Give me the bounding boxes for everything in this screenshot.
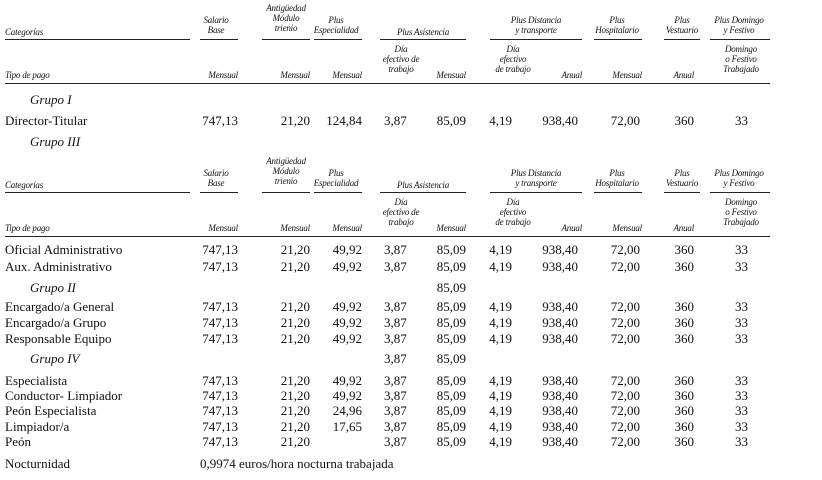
cell-plus-especialidad: 124,84	[326, 113, 362, 128]
cell-plus-hospitalario: 72,00	[610, 331, 640, 346]
cell-distancia-dia: 4,19	[489, 373, 512, 388]
cell-distancia-anual: 938,40	[542, 113, 578, 128]
header-mensual: Mensual	[280, 70, 310, 80]
cell-distancia-dia: 4,19	[489, 113, 512, 128]
header-mensual: Mensual	[332, 70, 362, 80]
cell-dia-efectivo: 3,87	[384, 434, 407, 449]
header-dia-efectivo-distancia: Día efectivo de trabajo	[495, 44, 531, 74]
header-plus-especialidad: Plus Especialidad	[313, 168, 359, 188]
group-label: Grupo I	[30, 92, 72, 107]
header-plus-vestuario: Plus Vestuario	[665, 168, 699, 188]
cell-category: Responsable Equipo	[5, 331, 112, 346]
cell-salario-base: 747,13	[202, 331, 238, 346]
cell-distancia-anual: 938,40	[542, 403, 578, 418]
cell-plus-especialidad: 49,92	[332, 373, 362, 388]
header-mensual: Mensual	[208, 223, 238, 233]
group-label: Grupo IV	[30, 351, 80, 366]
table-row	[0, 373, 822, 389]
header-dia-efectivo: Día efectivo de trabajo	[382, 44, 420, 74]
cell-distancia-dia: 4,19	[489, 434, 512, 449]
header-plus-asistencia: Plus Asistencia	[396, 27, 450, 37]
cell-category: Peón	[5, 434, 31, 449]
cell-salario-base: 747,13	[202, 259, 238, 274]
cell-plus-hospitalario: 72,00	[610, 113, 640, 128]
cell-distancia-anual: 938,40	[542, 259, 578, 274]
cell-category: Conductor- Limpiador	[5, 388, 123, 403]
cell-plus-domingo: 33	[735, 419, 748, 434]
cell-salario-base: 747,13	[202, 113, 238, 128]
group-label: Grupo III	[30, 134, 81, 149]
cell-distancia-anual: 938,40	[542, 331, 578, 346]
cell-distancia-dia: 4,19	[489, 315, 512, 330]
cell-plus-hospitalario: 72,00	[610, 299, 640, 314]
group-value: 85,09	[436, 280, 466, 295]
table-row	[0, 419, 822, 435]
cell-dia-efectivo: 3,87	[384, 388, 407, 403]
cell-plus-vestuario: 360	[674, 259, 694, 274]
header-mensual: Mensual	[436, 70, 466, 80]
cell-salario-base: 747,13	[202, 299, 238, 314]
header-plus-hospitalario: Plus Hospitalario	[595, 15, 639, 35]
cell-dia-efectivo: 3,87	[384, 315, 407, 330]
header-mensual: Mensual	[436, 223, 466, 233]
cell-plus-especialidad: 49,92	[332, 388, 362, 403]
footer-label: Nocturnidad	[5, 456, 70, 471]
cell-dia-efectivo: 3,87	[384, 242, 407, 257]
cell-plus-domingo: 33	[735, 331, 748, 346]
cell-plus-domingo: 33	[735, 434, 748, 449]
table-row	[0, 388, 822, 404]
cell-plus-domingo: 33	[735, 373, 748, 388]
cell-antiguedad: 21,20	[280, 113, 310, 128]
cell-plus-vestuario: 360	[674, 403, 694, 418]
cell-distancia-dia: 4,19	[489, 259, 512, 274]
cell-distancia-anual: 938,40	[542, 299, 578, 314]
cell-dia-efectivo: 3,87	[384, 299, 407, 314]
cell-antiguedad: 21,20	[280, 388, 310, 403]
table-row	[0, 259, 822, 275]
cell-antiguedad: 21,20	[280, 299, 310, 314]
cell-plus-especialidad: 17,65	[332, 419, 362, 434]
cell-dia-efectivo: 3,87	[384, 403, 407, 418]
header-tipo-pago: Tipo de pago	[5, 70, 50, 80]
cell-plus-vestuario: 360	[674, 419, 694, 434]
cell-distancia-dia: 4,19	[489, 403, 512, 418]
header-categorias: Categorías	[5, 27, 44, 37]
cell-plus-asistencia: 85,09	[436, 388, 466, 403]
header-plus-distancia: Plus Distancia y transporte	[510, 15, 562, 35]
cell-plus-vestuario: 360	[674, 434, 694, 449]
cell-dia-efectivo: 3,87	[384, 331, 407, 346]
group-value: 3,87	[384, 351, 407, 366]
cell-plus-vestuario: 360	[674, 388, 694, 403]
cell-dia-efectivo: 3,87	[384, 419, 407, 434]
cell-distancia-anual: 938,40	[542, 242, 578, 257]
cell-plus-especialidad: 49,92	[332, 259, 362, 274]
cell-distancia-anual: 938,40	[542, 315, 578, 330]
cell-plus-especialidad: 49,92	[332, 315, 362, 330]
cell-salario-base: 747,13	[202, 388, 238, 403]
cell-plus-hospitalario: 72,00	[610, 259, 640, 274]
table-row	[0, 242, 822, 258]
cell-plus-especialidad: 49,92	[332, 242, 362, 257]
cell-plus-hospitalario: 72,00	[610, 388, 640, 403]
cell-distancia-dia: 4,19	[489, 388, 512, 403]
cell-plus-asistencia: 85,09	[436, 259, 466, 274]
cell-category: Especialista	[5, 373, 68, 388]
cell-salario-base: 747,13	[202, 419, 238, 434]
table-row	[0, 299, 822, 315]
header-anual: Anual	[561, 223, 582, 233]
header-plus-distancia: Plus Distancia y transporte	[510, 168, 562, 188]
header-categorias: Categorías	[5, 180, 44, 190]
cell-dia-efectivo: 3,87	[384, 259, 407, 274]
cell-plus-asistencia: 85,09	[436, 419, 466, 434]
cell-dia-efectivo: 3,87	[384, 373, 407, 388]
header-salario-base: Salario Base	[203, 15, 229, 35]
header-anual: Anual	[673, 70, 694, 80]
cell-plus-vestuario: 360	[674, 113, 694, 128]
cell-plus-asistencia: 85,09	[436, 242, 466, 257]
cell-antiguedad: 21,20	[280, 403, 310, 418]
cell-plus-vestuario: 360	[674, 373, 694, 388]
cell-antiguedad: 21,20	[280, 373, 310, 388]
header-tipo-pago: Tipo de pago	[5, 223, 50, 233]
cell-distancia-anual: 938,40	[542, 388, 578, 403]
cell-plus-asistencia: 85,09	[436, 113, 466, 128]
cell-plus-hospitalario: 72,00	[610, 315, 640, 330]
cell-salario-base: 747,13	[202, 373, 238, 388]
cell-plus-vestuario: 360	[674, 315, 694, 330]
table-row	[0, 403, 822, 419]
cell-distancia-dia: 4,19	[489, 299, 512, 314]
header-mensual: Mensual	[208, 70, 238, 80]
cell-salario-base: 747,13	[202, 434, 238, 449]
cell-plus-domingo: 33	[735, 259, 748, 274]
cell-antiguedad: 21,20	[280, 315, 310, 330]
footer-value: 0,9974 euros/hora nocturna trabajada	[200, 456, 394, 471]
cell-salario-base: 747,13	[202, 242, 238, 257]
cell-plus-domingo: 33	[735, 315, 748, 330]
cell-plus-domingo: 33	[735, 403, 748, 418]
cell-plus-especialidad: 49,92	[332, 299, 362, 314]
cell-plus-vestuario: 360	[674, 299, 694, 314]
cell-salario-base: 747,13	[202, 403, 238, 418]
cell-plus-vestuario: 360	[674, 331, 694, 346]
cell-category: Aux. Administrativo	[5, 259, 112, 274]
cell-category: Director-Titular	[5, 113, 88, 128]
cell-distancia-anual: 938,40	[542, 373, 578, 388]
cell-plus-vestuario: 360	[674, 242, 694, 257]
table-row	[0, 113, 822, 129]
table-row	[0, 331, 822, 347]
cell-category: Peón Especialista	[5, 403, 97, 418]
cell-antiguedad: 21,20	[280, 434, 310, 449]
cell-plus-asistencia: 85,09	[436, 315, 466, 330]
header-dia-efectivo-distancia: Día efectivo de trabajo	[495, 197, 531, 227]
cell-plus-domingo: 33	[735, 299, 748, 314]
cell-distancia-dia: 4,19	[489, 242, 512, 257]
cell-plus-especialidad: 24,96	[332, 403, 362, 418]
header-plus-especialidad: Plus Especialidad	[313, 15, 359, 35]
cell-antiguedad: 21,20	[280, 259, 310, 274]
cell-plus-especialidad: 49,92	[332, 331, 362, 346]
header-mensual: Mensual	[612, 70, 642, 80]
cell-distancia-anual: 938,40	[542, 419, 578, 434]
cell-plus-asistencia: 85,09	[436, 434, 466, 449]
cell-plus-hospitalario: 72,00	[610, 403, 640, 418]
cell-plus-hospitalario: 72,00	[610, 373, 640, 388]
header-plus-domingo: Plus Domingo y Festivo	[714, 15, 764, 35]
header-anual: Anual	[673, 223, 694, 233]
table-row	[0, 434, 822, 450]
cell-category: Oficial Administrativo	[5, 242, 123, 257]
header-mensual: Mensual	[280, 223, 310, 233]
cell-plus-asistencia: 85,09	[436, 299, 466, 314]
cell-plus-hospitalario: 72,00	[610, 419, 640, 434]
header-antiguedad: Antigüedad Módulo trienio	[266, 156, 306, 186]
header-salario-base: Salario Base	[203, 168, 229, 188]
cell-distancia-dia: 4,19	[489, 419, 512, 434]
header-dia-efectivo: Día efectivo de trabajo	[382, 197, 420, 227]
cell-salario-base: 747,13	[202, 315, 238, 330]
header-plus-hospitalario: Plus Hospitalario	[595, 168, 639, 188]
cell-plus-hospitalario: 72,00	[610, 434, 640, 449]
header-domingo-trabajado: Domingo o Festivo Trabajado	[723, 197, 759, 227]
group-value: 85,09	[436, 351, 466, 366]
cell-category: Limpiador/a	[5, 419, 70, 434]
table-row	[0, 315, 822, 331]
header-domingo-trabajado: Domingo o Festivo Trabajado	[723, 44, 759, 74]
cell-category: Encargado/a General	[5, 299, 115, 314]
cell-dia-efectivo: 3,87	[384, 113, 407, 128]
cell-antiguedad: 21,20	[280, 331, 310, 346]
header-mensual: Mensual	[612, 223, 642, 233]
cell-plus-domingo: 33	[735, 388, 748, 403]
cell-plus-asistencia: 85,09	[436, 403, 466, 418]
header-plus-vestuario: Plus Vestuario	[665, 15, 699, 35]
header-anual: Anual	[561, 70, 582, 80]
cell-antiguedad: 21,20	[280, 419, 310, 434]
cell-plus-asistencia: 85,09	[436, 373, 466, 388]
cell-plus-hospitalario: 72,00	[610, 242, 640, 257]
cell-plus-domingo: 33	[735, 113, 748, 128]
cell-plus-asistencia: 85,09	[436, 331, 466, 346]
cell-plus-domingo: 33	[735, 242, 748, 257]
cell-distancia-anual: 938,40	[542, 434, 578, 449]
group-label: Grupo II	[30, 280, 76, 295]
cell-antiguedad: 21,20	[280, 242, 310, 257]
header-plus-domingo: Plus Domingo y Festivo	[714, 168, 764, 188]
cell-distancia-dia: 4,19	[489, 331, 512, 346]
header-antiguedad: Antigüedad Módulo trienio	[266, 3, 306, 33]
header-mensual: Mensual	[332, 223, 362, 233]
header-plus-asistencia: Plus Asistencia	[396, 180, 450, 190]
cell-category: Encargado/a Grupo	[5, 315, 107, 330]
